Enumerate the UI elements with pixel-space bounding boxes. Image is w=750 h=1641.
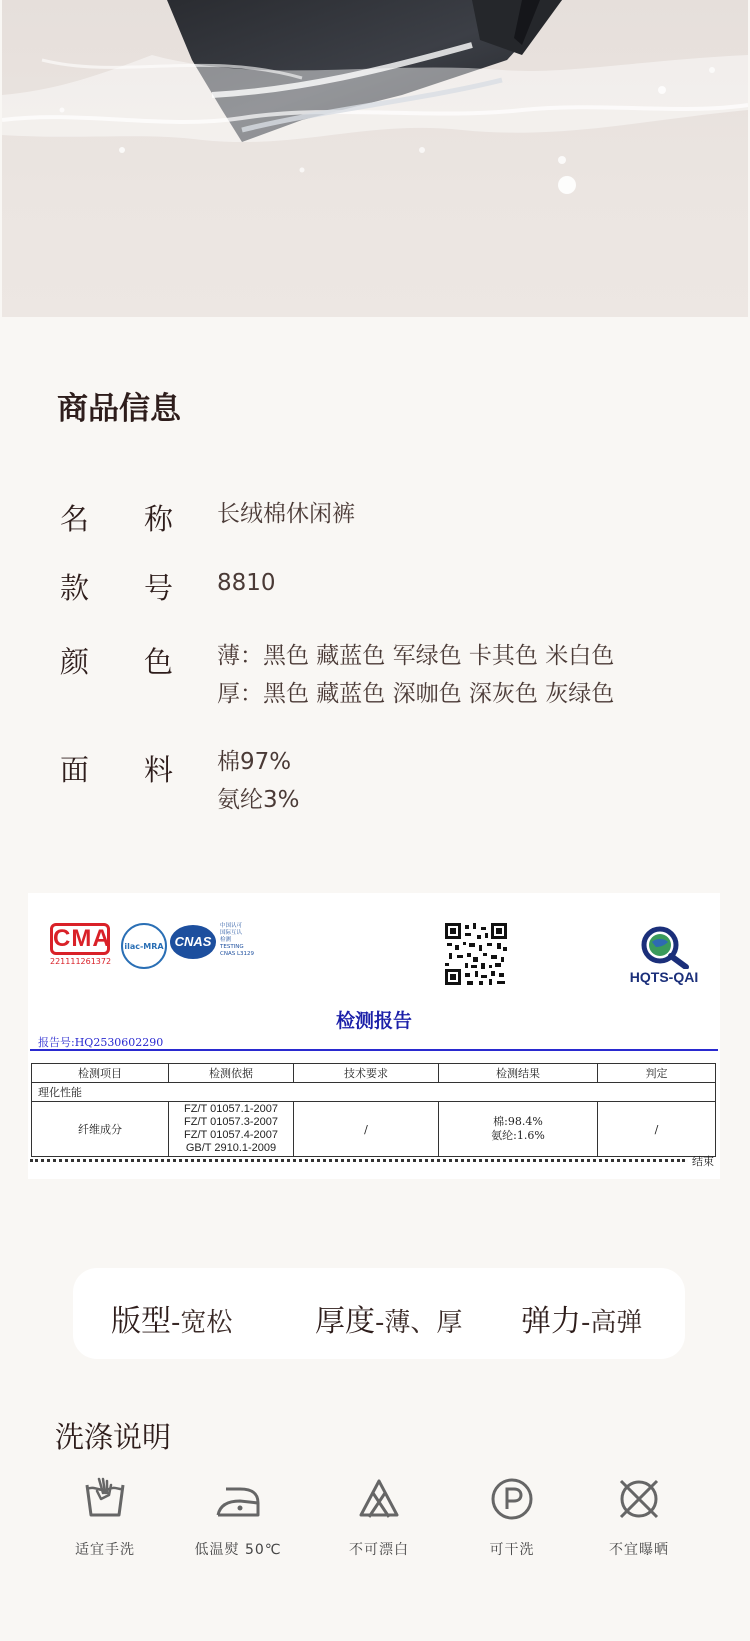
feature-box xyxy=(73,1268,685,1359)
table-cell-basis xyxy=(169,1102,294,1157)
hqts-text: HQTS-QAI xyxy=(629,969,699,985)
table-header: 检测项目 xyxy=(32,1064,169,1083)
spec-value-line: 长绒棉休闲裤 xyxy=(217,501,355,527)
spec-key-char: 料 xyxy=(144,753,174,787)
feature-value: -薄、厚 xyxy=(375,1308,463,1338)
qr-code xyxy=(445,923,507,985)
spec-key-char: 颜 xyxy=(60,645,90,679)
cnas-mark: CNAS xyxy=(170,925,216,959)
wash-item-no-bleach xyxy=(324,1475,434,1559)
spec-key-char: 名 xyxy=(60,502,90,536)
table-cell-judgement: / xyxy=(598,1102,716,1157)
table-header: 判定 xyxy=(598,1064,716,1083)
ilac-mra-text: ilac-MRA xyxy=(124,941,164,951)
feature-key: 弹力 xyxy=(521,1304,581,1339)
cma-mark: CMA xyxy=(50,923,110,955)
feature-key: 厚度 xyxy=(315,1304,375,1339)
magnifier-globe-icon xyxy=(636,925,692,969)
wash-label: 适宜手洗 xyxy=(75,1542,135,1558)
table-cell-result xyxy=(439,1102,598,1157)
table-cell-item: 纤维成分 xyxy=(32,1102,169,1157)
cnas-small-line: 检测 xyxy=(220,937,232,943)
spec-key-char: 号 xyxy=(144,571,174,605)
report-end-label: 结束 xyxy=(692,1155,714,1168)
test-report xyxy=(28,893,720,1179)
wash-label: 低温熨 50℃ xyxy=(194,1542,282,1558)
spec-value-line: 厚：黑色 藏蓝色 深咖色 深灰色 灰绿色 xyxy=(217,681,615,707)
wash-item-iron xyxy=(183,1475,293,1559)
spec-value xyxy=(217,743,300,819)
wash-label: 不可漂白 xyxy=(349,1542,409,1558)
wash-item-no-sun xyxy=(584,1475,694,1559)
no-sun-dry-icon xyxy=(615,1475,663,1523)
report-number: 报告号:HQ2530602290 xyxy=(38,1036,164,1049)
fabric-splash-illustration xyxy=(2,0,748,317)
feature-value: -高弹 xyxy=(581,1308,643,1338)
report-title: 检测报告 xyxy=(335,1010,412,1032)
basis-line: FZ/T 01057.1-2007 xyxy=(184,1103,278,1115)
cnas-small-line: TESTING xyxy=(220,944,244,950)
table-category-row xyxy=(32,1083,716,1102)
spec-key-char: 色 xyxy=(144,645,174,679)
report-divider xyxy=(30,1049,718,1051)
feature-fit xyxy=(111,1296,232,1340)
wash-title: 洗涤说明 xyxy=(55,1420,172,1454)
cnas-small-line: 中国认可 xyxy=(220,923,243,929)
wash-item-hand-wash xyxy=(50,1475,160,1559)
spec-value xyxy=(217,564,276,602)
spec-value xyxy=(217,495,355,533)
no-bleach-icon xyxy=(355,1475,403,1523)
cma-logo xyxy=(50,923,110,966)
spec-value xyxy=(217,637,614,713)
cnas-logo xyxy=(170,923,255,959)
iron-low-icon xyxy=(214,1475,262,1523)
basis-line: FZ/T 01057.3-2007 xyxy=(184,1116,278,1128)
spec-key-char: 称 xyxy=(144,502,174,536)
table-category: 理化性能 xyxy=(32,1083,716,1102)
feature-elasticity xyxy=(521,1296,642,1340)
feature-thickness xyxy=(315,1296,462,1340)
spec-key-char: 款 xyxy=(60,571,90,605)
dry-clean-icon xyxy=(488,1475,536,1523)
table-header: 检测依据 xyxy=(169,1064,294,1083)
report-end-line xyxy=(30,1159,685,1162)
wash-label: 可干洗 xyxy=(489,1542,535,1558)
wash-label: 不宜曝晒 xyxy=(609,1542,669,1558)
spec-key-char: 面 xyxy=(60,753,90,787)
table-header: 检测结果 xyxy=(439,1064,598,1083)
result-line: 氨纶:1.6% xyxy=(491,1129,545,1142)
hqts-logo xyxy=(611,925,717,985)
table-header-row xyxy=(32,1064,716,1083)
feature-key: 版型 xyxy=(111,1304,171,1339)
report-table xyxy=(31,1063,716,1157)
table-cell-requirement: / xyxy=(294,1102,439,1157)
table-header: 技术要求 xyxy=(294,1064,439,1083)
wash-item-dry-clean xyxy=(457,1475,567,1559)
ilac-mra-logo xyxy=(121,923,167,969)
feature-value: -宽松 xyxy=(171,1308,233,1338)
spec-value-line: 薄：黑色 藏蓝色 军绿色 卡其色 米白色 xyxy=(217,643,615,669)
spec-value-line: 氨纶3% xyxy=(217,787,300,813)
basis-line: GB/T 2910.1-2009 xyxy=(185,1142,277,1154)
hand-wash-icon xyxy=(81,1475,129,1523)
basis-line: FZ/T 01057.4-2007 xyxy=(184,1129,278,1141)
product-info-title: 商品信息 xyxy=(57,391,181,427)
spec-value-line: 棉97% xyxy=(217,749,292,775)
result-line: 棉:98.4% xyxy=(493,1115,543,1128)
cnas-small-text xyxy=(220,923,254,958)
cma-number: 221111261372 xyxy=(50,957,112,966)
hero-image xyxy=(2,0,748,317)
table-row xyxy=(32,1102,716,1157)
spec-value-line: 8810 xyxy=(217,570,276,596)
cnas-small-line: CNAS L3129 xyxy=(220,951,255,957)
cnas-small-line: 国际互认 xyxy=(220,930,243,936)
